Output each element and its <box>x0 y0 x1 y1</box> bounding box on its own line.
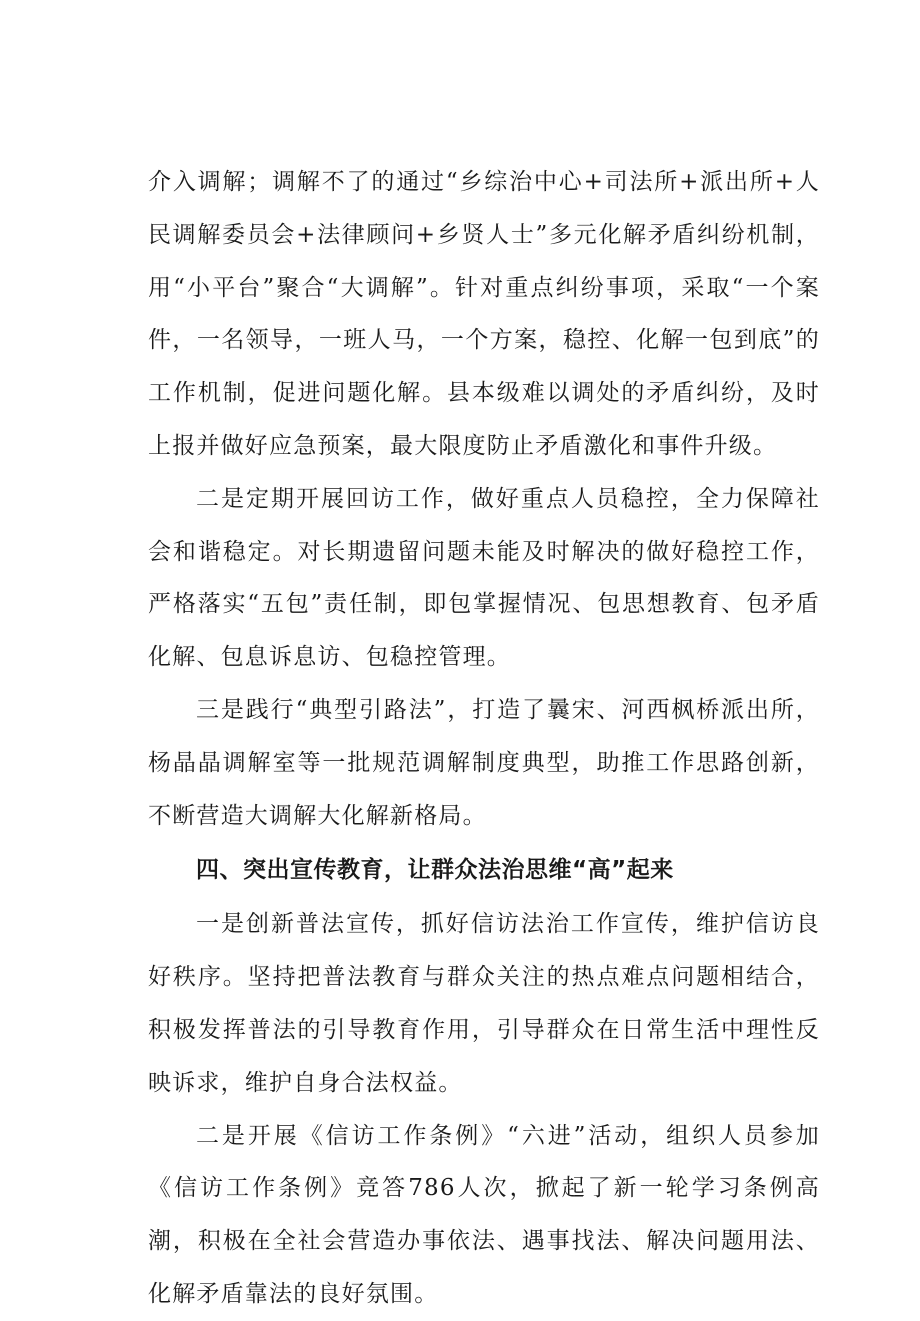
section-heading-publicity-education: 四、突出宣传教育，让群众法治思维“高”起来 <box>196 857 674 884</box>
paragraph-revisit-work: 二是定期开展回访工作，做好重点人员稳控，全力保障社会和谐稳定。对长期遗留问题未能及时解决的做好稳控工作，严格落实“五包”责任制，即包掌握情况、包思想教育、包矛盾化解、包息诉息访、包稳控管理。 <box>148 485 820 671</box>
paragraph-mediation-mechanism: 介入调解；调解不了的通过“乡综治中心+司法所+派出所+人民调解委员会+法律顾问+乡贤人士”多元化解矛盾纠纷机制，用“小平台”聚合“大调解”。针对重点纠纷事项，采取“一个案件，一名领导，一班人马，一个方案，稳控、化解一包到底”的工作机制，促进问题化解。县本级难以调处的矛盾纠纷，及时上报并做好应急预案，最大限度防止矛盾激化和事件升级。 <box>148 169 820 459</box>
paragraph-typical-guidance: 三是践行“典型引路法”，打造了曩宋、河西枫桥派出所，杨晶晶调解室等一批规范调解制度典型，助推工作思路创新，不断营造大调解大化解新格局。 <box>148 696 820 829</box>
document-body <box>148 156 820 1321</box>
paragraph-regulation-activity: 二是开展《信访工作条例》“六进”活动，组织人员参加《信访工作条例》竞答786人次，掀起了新一轮学习条例高潮，积极在全社会营造办事依法、遇事找法、解决问题用法、化解矛盾靠法的良好氛围。 <box>148 1122 820 1307</box>
paragraph-law-publicity: 一是创新普法宣传，抓好信访法治工作宣传，维护信访良好秩序。坚持把普法教育与群众关注的热点难点问题相结合，积极发挥普法的引导教育作用，引导群众在日常生活中理性反映诉求，维护自身合法权益。 <box>148 911 820 1096</box>
